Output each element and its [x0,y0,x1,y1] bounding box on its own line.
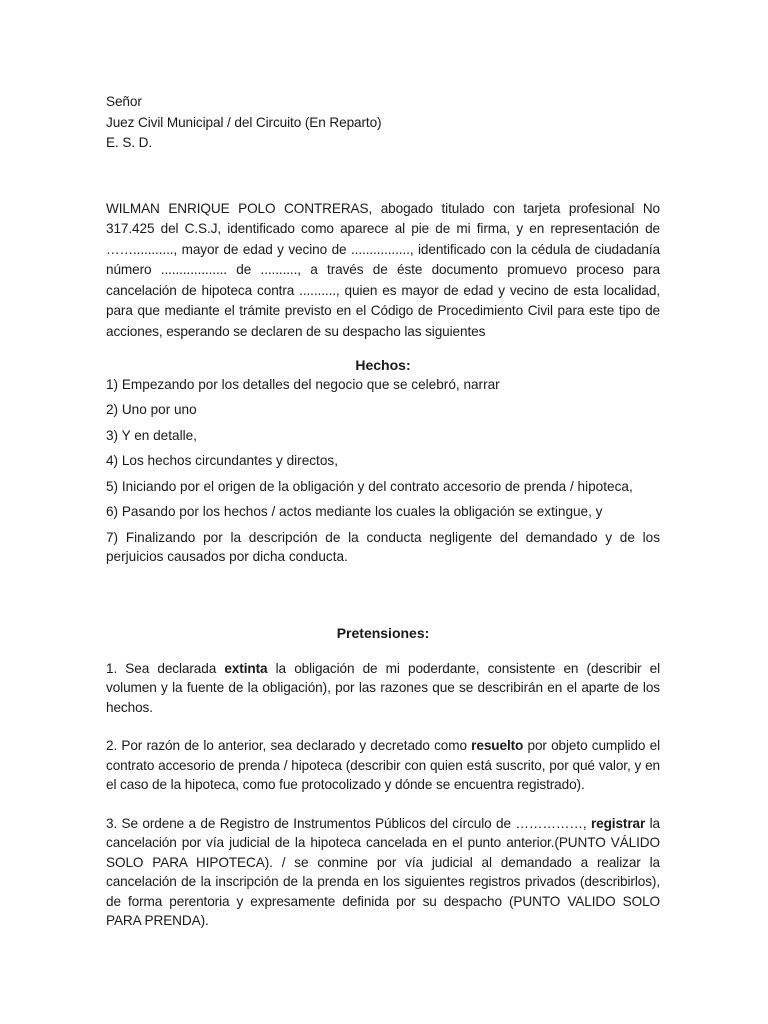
pretension-3 [106,814,660,931]
pretension-text: 3. Se ordene a de Registro de Instrumentos Públicos del círculo de ……………, [106,815,591,831]
intro-paragraph: WILMAN ENRIQUE POLO CONTRERAS, abogado titulado con tarjeta profesional No 317.425 del C.S.J, identificado como aparece al pie de mi firma, y en representación de ……..........., mayor de edad y vecino de ................, identificado con la cédula de ciudadanía número .................. de .........., a través de éste documento promuevo proceso para cancelación de hipoteca contra .........., quien es mayor de edad y vecino de esta localidad, para que mediante el trámite previsto en el Código de Procedimiento Civil para este tipo de acciones, esperando se declaren de su despacho las siguientes [106,200,660,340]
list-item: 2) Uno por uno [106,402,197,418]
pretension-keyword: registrar [590,815,646,831]
list-item: 6) Pasando por los hechos / actos mediante los cuales la obligación se extingue, y [106,504,603,520]
list-item: 7) Finalizando por la descripción de la conducta negligente del demandado y de los perjuicios causados por dicha conducta. [106,529,660,565]
list-item: 5) Iniciando por el origen de la obligación y del contrato accesorio de prenda / hipoteca, [106,478,633,494]
pretension-keyword: resuelto [471,738,524,754]
addressee-line: Señor [106,94,142,109]
pretension-text: 2. Por razón de lo anterior, sea declarado y decretado como [106,738,472,754]
pretension-keyword: extinta [224,660,268,676]
list-item: 3) Y en detalle, [106,427,197,443]
hechos-list [106,375,660,567]
pretension-text: por objeto cumplido el contrato accesorio de prenda / hipoteca (describir con quien está suscrito, por qué valor, y en el caso de la hipoteca, como fue protocolizado y dónde se encuentra registrado). [106,738,660,793]
list-item: 1) Empezando por los detalles del negocio que se celebró, narrar [106,376,500,392]
pretension-text: la obligación de mi poderdante, consistente en (describir el volumen y la fuente de la obligación), por las razones que se describirán en el aparte de los hechos. [106,660,660,715]
pretension-2 [106,736,660,795]
pretension-text: 1. Sea declarada [106,660,225,676]
addressee-line: E. S. D. [106,135,153,150]
pretension-text: la cancelación por vía judicial de la hipoteca cancelada en el punto anterior.(PUNTO VÁLIDO SOLO PARA HIPOTECA). / se conmine por vía judicial al demandado a realizar la cancelación de la inscripción de la prenda en los siguientes registros privados (describirlos), de forma perentoria y expresamente definida por su despacho (PUNTO VALIDO SOLO PARA PRENDA). [106,815,660,929]
addressee-block [106,92,660,154]
addressee-line: Juez Civil Municipal / del Circuito (En Reparto) [106,114,382,130]
pretension-1 [106,659,660,718]
pretensiones-heading: Pretensiones: [336,624,430,641]
hechos-heading: Hechos: [355,356,411,373]
list-item: 4) Los hechos circundantes y directos, [106,453,338,469]
